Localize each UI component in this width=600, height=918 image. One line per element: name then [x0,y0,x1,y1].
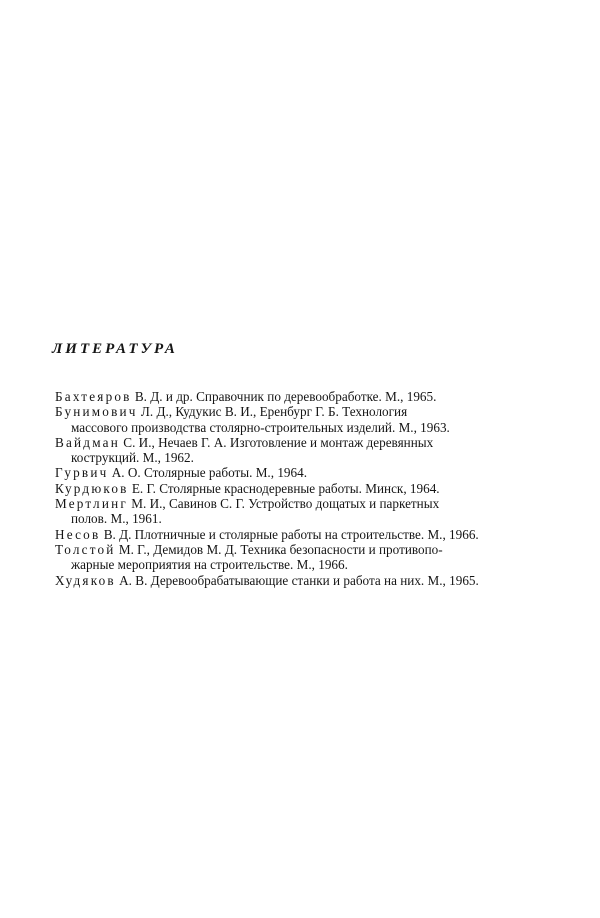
reference-continuation: жарные мероприятия на строительстве. М., 1966. [71,557,348,573]
reference-author: Мертлинг [55,496,128,512]
reference-text: Е. Г. Столярные краснодеревные работы. Минск, 1964. [128,480,440,496]
reference-text: М. Г., Демидов М. Д. Техника безопасности и противопо- [115,541,443,557]
reference-text: М. И., Савинов С. Г. Устройство дощатых и паркетных [127,496,440,512]
reference-author: Несов [55,526,101,542]
reference-continuation: массового производства столярно-строительных изделий. М., 1963. [71,419,450,435]
reference-text: А. О. Столярные работы. М., 1964. [108,465,307,481]
reference-author: Курдюков [55,480,129,496]
reference-author: Толстой [55,541,116,557]
reference-item [55,542,550,573]
reference-author: Вайдман [55,434,120,450]
reference-continuation: полов. М., 1961. [71,511,162,527]
references-list [55,389,550,588]
reference-text: В. Д. Плотничные и столярные работы на строительстве. М., 1966. [100,526,479,542]
reference-author: Худяков [55,572,116,588]
page-heading: ЛИТЕРАТУРА [52,341,178,357]
reference-item [55,389,550,404]
reference-text: Л. Д., Кудукис В. И., Еренбург Г. Б. Технология [137,404,408,420]
reference-item [55,435,550,466]
reference-author: Бунимович [55,404,138,420]
reference-item [55,404,550,435]
reference-item [55,481,550,496]
reference-text: А. В. Деревообрабатывающие станки и работа на них. М., 1965. [115,572,479,588]
reference-item [55,465,550,480]
reference-item [55,527,550,542]
reference-continuation: кострукций. М., 1962. [71,450,194,466]
reference-item [55,496,550,527]
reference-item [55,573,550,588]
reference-text: С. И., Нечаев Г. А. Изготовление и монтаж деревянных [119,434,434,450]
reference-text: В. Д. и др. Справочник по деревообработке. М., 1965. [131,389,437,404]
reference-author: Бахтеяров [55,389,132,404]
reference-author: Гурвич [55,465,109,481]
